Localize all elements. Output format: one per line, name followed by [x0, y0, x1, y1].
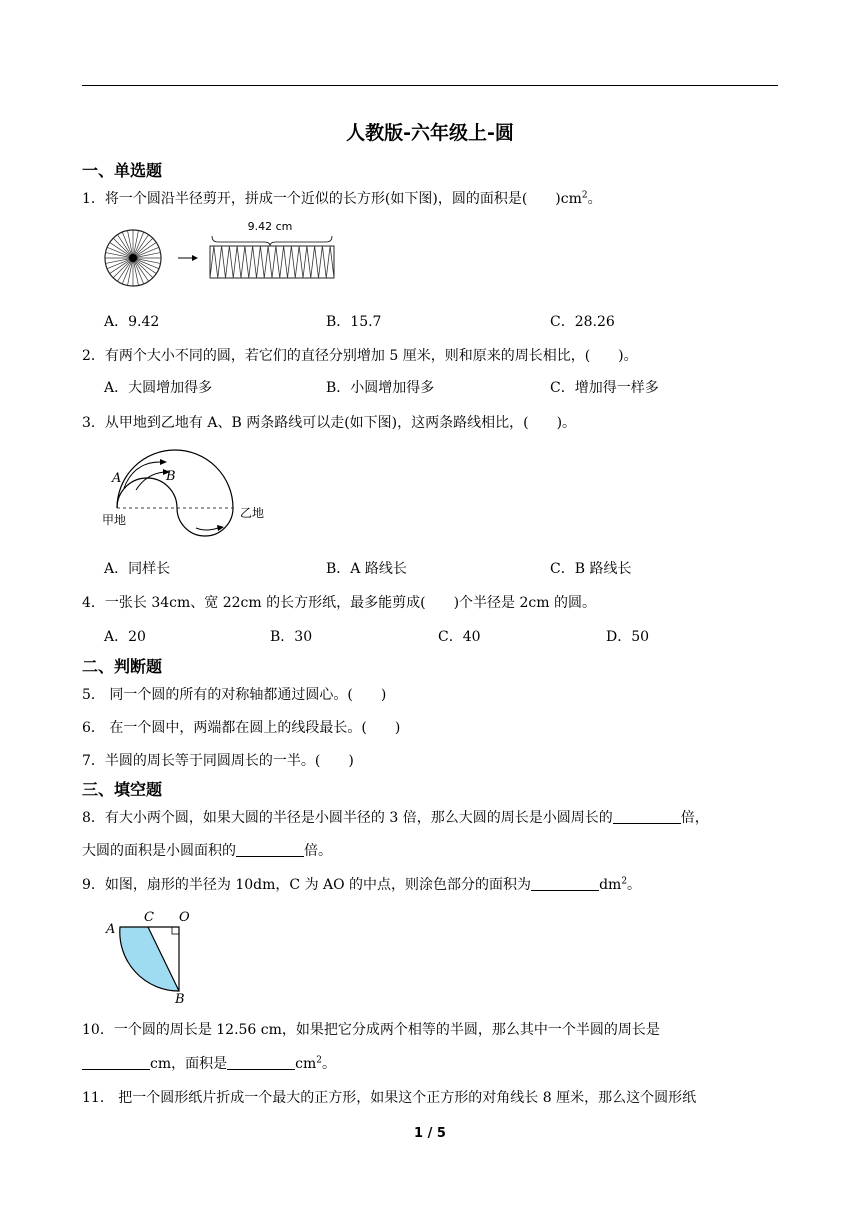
- q1-option-b[interactable]: B．15.7: [326, 314, 382, 330]
- point-a-label: A: [106, 922, 116, 937]
- point-o-label: O: [179, 910, 190, 925]
- q3-option-a[interactable]: A．同样长: [104, 561, 171, 577]
- figure-routes: [100, 440, 290, 540]
- answer-blank[interactable]: [227, 1055, 295, 1070]
- question-8-cont: 大圆的面积是小圆面积的 倍。: [82, 843, 332, 859]
- question-3: 3．从甲地到乙地有 A、B 两条路线可以走(如下图)，这两条路线相比，( )。: [82, 415, 577, 431]
- q1-option-c[interactable]: C．28.26: [550, 314, 615, 330]
- route-a-label: A: [112, 471, 122, 486]
- question-2: 2．有两个大小不同的圆，若它们的直径分别增加 5 厘米，则和原来的周长相比，( )。: [82, 348, 638, 364]
- point-b-label: B: [175, 992, 185, 1005]
- section-heading: 二、判断题: [82, 657, 163, 676]
- q4-option-d[interactable]: D．50: [606, 629, 650, 645]
- page-title: 人教版-六年级上-圆: [346, 122, 514, 144]
- section-heading: 一、单选题: [82, 161, 163, 180]
- approx-rectangle-slices: [210, 246, 334, 278]
- figure-sector: [100, 905, 200, 1005]
- figure-length-label: 9.42 cm: [247, 220, 293, 233]
- q3-option-b[interactable]: B．A 路线长: [326, 561, 407, 577]
- answer-blank[interactable]: [82, 1055, 150, 1070]
- q4-option-b[interactable]: B．30: [270, 629, 313, 645]
- start-label: 甲地: [102, 513, 127, 527]
- question-11: 11． 把一个圆形纸片折成一个最大的正方形，如果这个正方形的对角线长 8 厘米，那么这个圆形纸: [82, 1090, 697, 1106]
- figure-circle-rectangle: [100, 218, 350, 290]
- answer-blank[interactable]: [613, 809, 681, 824]
- q2-option-a[interactable]: A．大圆增加得多: [104, 380, 213, 396]
- question-4: 4．一张长 34cm、宽 22cm 的长方形纸，最多能剪成( )个半径是 2cm 的圆。: [82, 595, 596, 611]
- q1-option-a[interactable]: A．9.42: [104, 314, 160, 330]
- q2-option-b[interactable]: B．小圆增加得多: [326, 380, 435, 396]
- question-6: 6． 在一个圆中，两端都在圆上的线段最长。( ): [82, 720, 401, 736]
- question-8: 8．有大小两个圆，如果大圆的半径是小圆半径的 3 倍，那么大圆的周长是小圆周长的 倍，: [82, 810, 709, 826]
- section-heading: 三、填空题: [82, 780, 163, 799]
- question-10-cont: cm，面积是 $cm^2$。: [82, 1053, 336, 1073]
- question-7: 7．半圆的周长等于同圆周长的一半。( ): [82, 753, 354, 769]
- page-number: 1 / 5: [414, 1126, 446, 1141]
- question-1: 1．将一个圆沿半径剪开，拼成一个近似的长方形(如下图)，圆的面积是( )$cm^2$。: [82, 190, 602, 207]
- question-9: 9．如图，扇形的半径为 10dm，C 为 AO 的中点，则涂色部分的面积为 $dm^2$。: [82, 876, 642, 893]
- end-label: 乙地: [240, 506, 265, 520]
- q2-option-c[interactable]: C．增加得一样多: [550, 380, 659, 396]
- shaded-region: [120, 927, 179, 991]
- route-b-label: B: [166, 469, 176, 484]
- answer-blank[interactable]: [531, 876, 599, 891]
- q3-option-c[interactable]: C．B 路线长: [550, 561, 632, 577]
- q4-option-a[interactable]: A．20: [104, 629, 146, 645]
- point-c-label: C: [144, 910, 154, 925]
- question-5: 5． 同一个圆的所有的对称轴都通过圆心。( ): [82, 687, 387, 703]
- question-10: 10．一个圆的周长是 12.56 cm，如果把它分成两个相等的半圆，那么其中一个半圆的周长是: [82, 1022, 660, 1038]
- answer-blank[interactable]: [236, 842, 304, 857]
- q4-option-c[interactable]: C．40: [438, 629, 481, 645]
- header-rule: [82, 85, 778, 86]
